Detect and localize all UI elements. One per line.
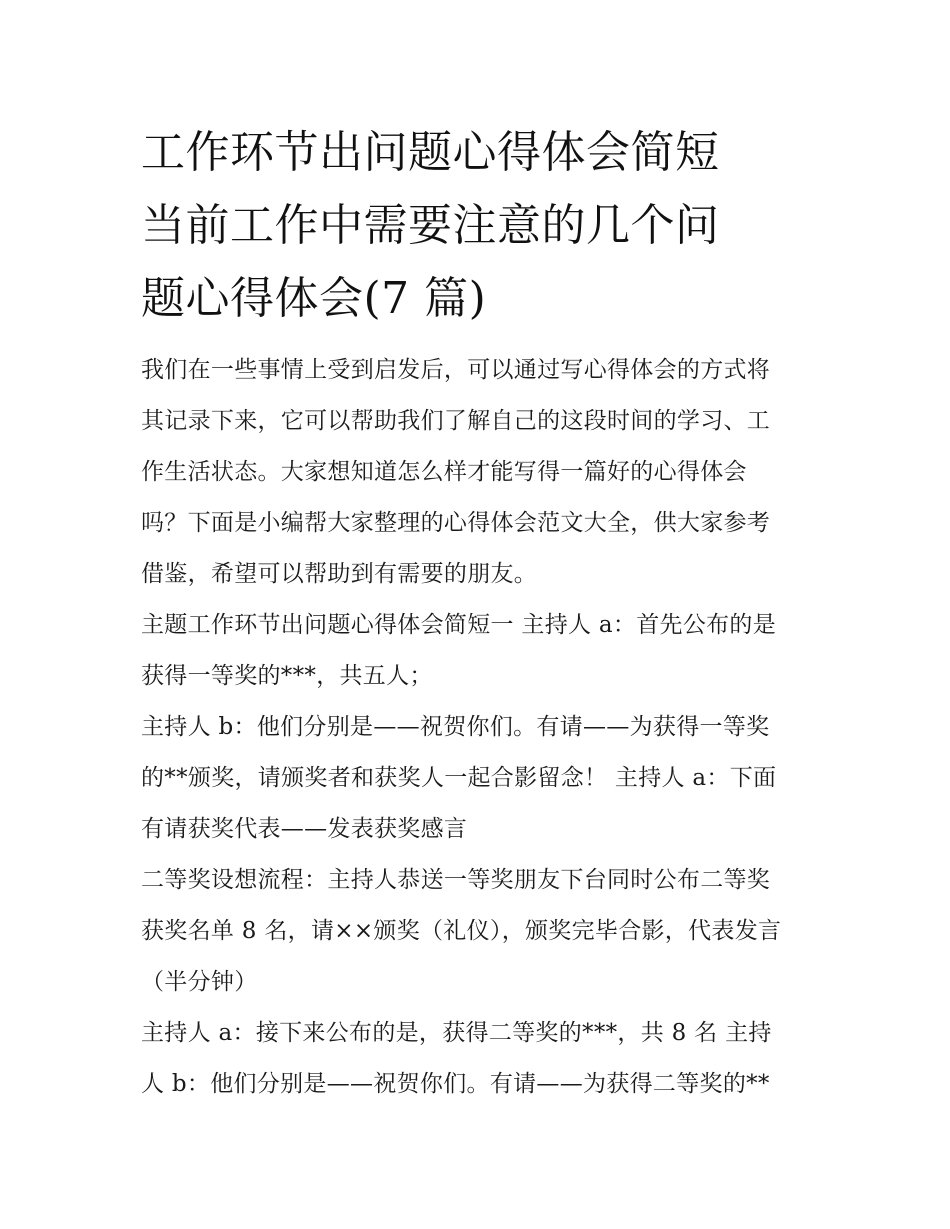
- text-line: 借鉴，希望可以帮助到有需要的朋友。: [141, 561, 538, 587]
- text-line: 有请获奖代表——发表获奖感言: [141, 816, 468, 842]
- text-line: 我们在一些事情上受到启发后，可以通过写心得体会的方式将: [141, 357, 771, 383]
- first-prize-paragraph: [141, 600, 811, 702]
- text-line: 获奖名单 8 名，请××颁奖（礼仪），颁奖完毕合影，代表发言: [141, 918, 782, 944]
- text-line: 作生活状态。大家想知道怎么样才能写得一篇好的心得体会: [141, 459, 747, 485]
- text-line: 二等奖设想流程：主持人恭送一等奖朋友下台同时公布二等奖: [141, 867, 771, 893]
- text-line: （半分钟）: [141, 969, 258, 995]
- text-line: 获得一等奖的***，共五人；: [141, 663, 433, 689]
- text-line: 主题工作环节出问题心得体会简短一 主持人 a：首先公布的是: [141, 612, 777, 638]
- host-b-paragraph: [141, 702, 811, 855]
- second-prize-announcement-paragraph: [141, 1008, 811, 1110]
- text-line: 其记录下来，它可以帮助我们了解自己的这段时间的学习、工: [141, 408, 771, 434]
- text-line: 的**颁奖，请颁奖者和获奖人一起合影留念！ 主持人 a：下面: [141, 765, 777, 791]
- document-body: [141, 116, 811, 1110]
- document-title: [141, 116, 811, 335]
- title-line: 工作环节出问题心得体会简短: [141, 127, 720, 178]
- text-line: 人 b：他们分别是——祝贺你们。有请——为获得二等奖的**: [141, 1071, 770, 1097]
- second-prize-flow-paragraph: [141, 855, 811, 1008]
- intro-paragraph: [141, 345, 811, 600]
- text-line: 主持人 a：接下来公布的是，获得二等奖的***，共 8 名 主持: [141, 1020, 772, 1046]
- text-line: 主持人 b：他们分别是——祝贺你们。有请——为获得一等奖: [141, 714, 770, 740]
- title-line: 题心得体会(7 篇): [141, 273, 487, 324]
- title-line: 当前工作中需要注意的几个问: [141, 200, 720, 251]
- text-line: 吗？下面是小编帮大家整理的心得体会范文大全，供大家参考: [141, 510, 771, 536]
